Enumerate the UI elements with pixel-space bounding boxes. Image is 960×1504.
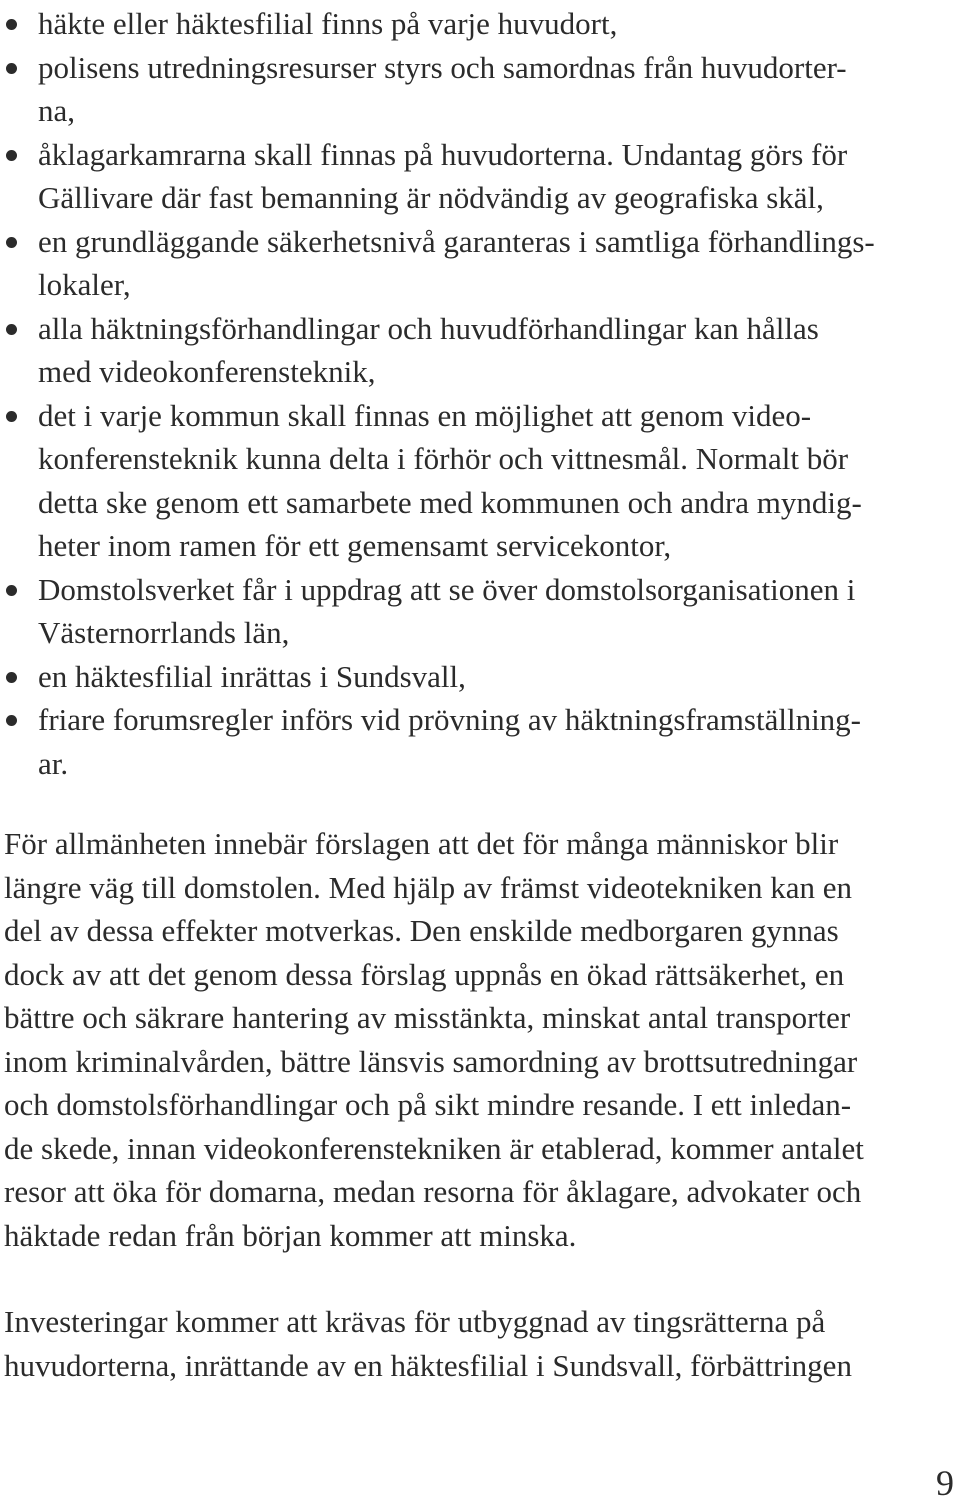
page-number: 9 [936,1463,954,1503]
bullet-line: en grundläggande säkerhetsnivå garanteras i samtliga förhandlings- [38,223,875,259]
bullet-line: åklagarkamrarna skall finnas på huvudorterna. Undantag görs för [38,136,848,172]
bullet-line: polisens utredningsresurser styrs och samordnas från huvudorter- [38,49,847,85]
bullet-line: ar. [38,745,69,781]
bullet-line: alla häktningsförhandlingar och huvudförhandlingar kan hållas [38,310,819,346]
bullet-line: na, [38,93,76,128]
bullet-line: Domstolsverket får i uppdrag att se över domstolsorganisationen i [38,571,856,607]
bullet-line: Västernorrlands län, [38,615,290,650]
bullet-dot-icon [6,324,17,335]
bullet-line: detta ske genom ett samarbete med kommunen och andra myndig- [38,484,862,520]
bullet-line: en häktesfilial inrättas i Sundsvall, [38,658,466,694]
bullet-line: häkte eller häktesfilial finns på varje huvudort, [38,6,618,41]
paragraph-line: häktade redan från början kommer att minska. [4,1217,577,1253]
paragraph-line: huvudorterna, inrättande av en häktesfilial i Sundsvall, förbättringen [4,1347,852,1383]
bullet-dot-icon [6,411,17,422]
paragraph-line: del av dessa effekter motverkas. Den enskilde medborgaren gynnas [4,913,839,948]
bullet-dot-icon [6,150,17,161]
bullet-line: lokaler, [38,267,131,302]
paragraph-line: längre väg till domstolen. Med hjälp av främst videotekniken kan en [4,869,852,905]
bullet-dot-icon [6,715,17,726]
bullet-line: Gällivare där fast bemanning är nödvändig av geografiska skäl, [38,180,824,215]
bullet-dot-icon [6,19,17,30]
paragraph-line: bättre och säkrare hantering av misstänkta, minskat antal transporter [4,1000,851,1035]
bullet-line: det i varje kommun skall finnas en möjlighet att genom video- [38,397,812,433]
paragraph-line: dock av att det genom dessa förslag uppnås en ökad rättsäkerhet, en [4,956,845,992]
bullet-line: konferensteknik kunna delta i förhör och vittnesmål. Normalt bör [38,441,849,476]
bullet-dot-icon [6,63,17,74]
bullet-line: heter inom ramen för ett gemensamt servicekontor, [38,528,672,563]
paragraph-line: resor att öka för domarna, medan resorna för åklagare, advokater och [4,1174,862,1209]
paragraph-line: och domstolsförhandlingar och på sikt mindre resande. I ett inledan- [4,1087,852,1122]
paragraph-line: Investeringar kommer att krävas för utbyggnad av tingsrätterna på [4,1304,826,1339]
bullet-dot-icon [6,585,17,596]
paragraph-line: För allmänheten innebär förslagen att det för många människor blir [4,826,839,861]
bullet-line: med videokonferensteknik, [38,354,376,389]
bullet-line: friare forumsregler införs vid prövning av häktningsframställning- [38,702,861,737]
bullet-dot-icon [6,237,17,248]
bullet-dot-icon [6,672,17,683]
paragraph-line: de skede, innan videokonferenstekniken är etablerad, kommer antalet [4,1130,864,1166]
paragraph-line: inom kriminalvården, bättre länsvis samordning av brottsutredningar [4,1043,858,1079]
